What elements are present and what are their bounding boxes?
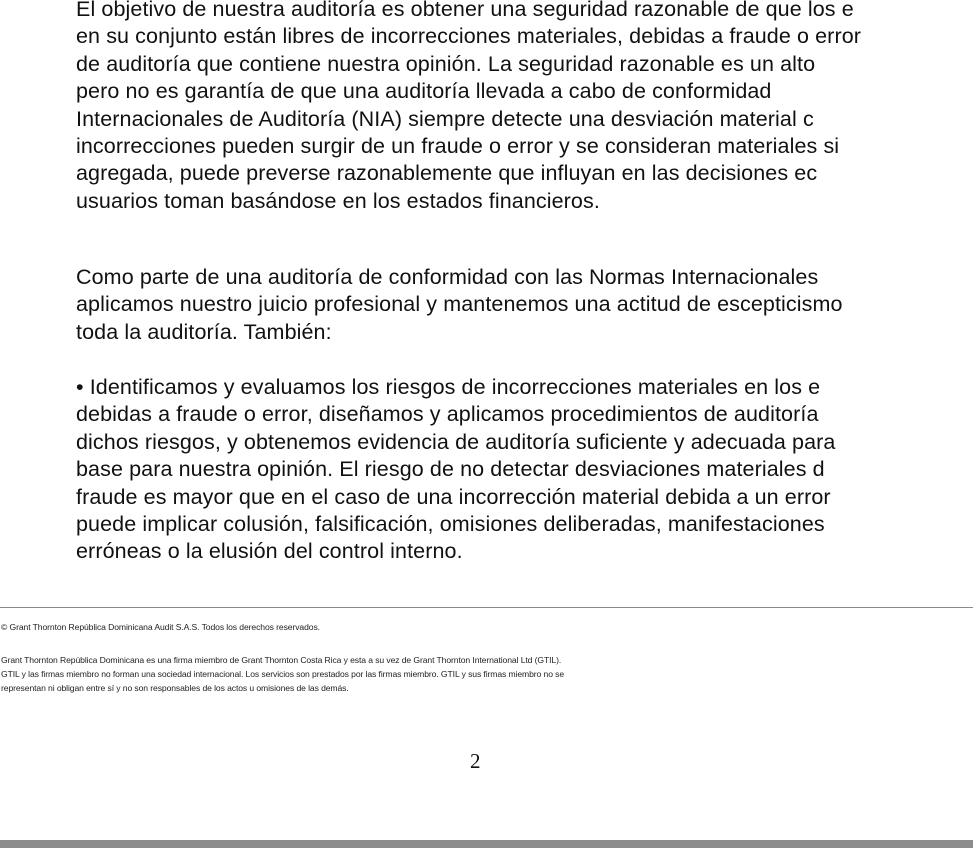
text-line: El objetivo de nuestra auditoría es obtener una seguridad razonable de que los e <box>76 0 854 21</box>
page-bottom-edge <box>0 840 973 848</box>
text-line: pero no es garantía de que una auditoría llevada a cabo de conformidad <box>76 79 772 104</box>
text-line: erróneas o la elusión del control interno. <box>76 539 463 564</box>
text-line: dichos riesgos, y obtenemos evidencia de auditoría suficiente y adecuada para <box>76 429 836 454</box>
footer-divider <box>0 607 973 608</box>
text-line: agregada, puede preverse razonablemente que influyan en las decisiones ec <box>76 161 818 186</box>
paragraph-audit-objective <box>76 0 973 215</box>
text-line: aplicamos nuestro juicio profesional y mantenemos una actitud de escepticismo <box>76 292 843 317</box>
footer-disclaimer-line: Grant Thornton República Dominicana es una firma miembro de Grant Thornton Costa Rica y esta a su vez de Grant Thornton International Ltd (GTIL). <box>1 655 562 665</box>
text-line: • Identificamos y evaluamos los riesgos de incorrecciones materiales en los e <box>76 375 821 399</box>
text-line: en su conjunto están libres de incorrecciones materiales, debidas a fraude o error <box>76 24 862 49</box>
text-line: toda la auditoría. También: <box>76 319 332 344</box>
footer-disclaimer-line: GTIL y las firmas miembro no forman una sociedad internacional. Los servicios son prestados por las firmas miembro. GTIL y sus firmas miembro no se <box>1 669 565 679</box>
text-line: de auditoría que contiene nuestra opinión. La seguridad razonable es un alto <box>76 51 816 76</box>
page-number: 2 <box>470 749 481 773</box>
footer-disclaimer-line: representan ni obligan entre sí y no son responsables de los actos u omisiones de las demás. <box>1 683 349 693</box>
text-line: usuarios toman basándose en los estados financieros. <box>76 188 600 213</box>
bullet-risk-assessment <box>76 374 973 566</box>
text-line: fraude es mayor que en el caso de una incorrección material debida a un error <box>76 484 831 509</box>
text-line: incorrecciones pueden surgir de un fraude o error y se consideran materiales si <box>76 134 840 159</box>
paragraph-professional-judgment <box>76 264 973 346</box>
text-line: Como parte de una auditoría de conformidad con las Normas Internacionales <box>76 265 819 289</box>
footer-copyright: © Grant Thornton República Dominicana Audit S.A.S. Todos los derechos reservados. <box>1 622 320 632</box>
text-line: puede implicar colusión, falsificación, omisiones deliberadas, manifestaciones <box>76 512 825 537</box>
text-line: base para nuestra opinión. El riesgo de no detectar desviaciones materiales d <box>76 457 825 482</box>
text-line: debidas a fraude o error, diseñamos y aplicamos procedimientos de auditoría <box>76 402 819 427</box>
text-line: Internacionales de Auditoría (NIA) siempre detecte una desviación material c <box>76 106 814 131</box>
